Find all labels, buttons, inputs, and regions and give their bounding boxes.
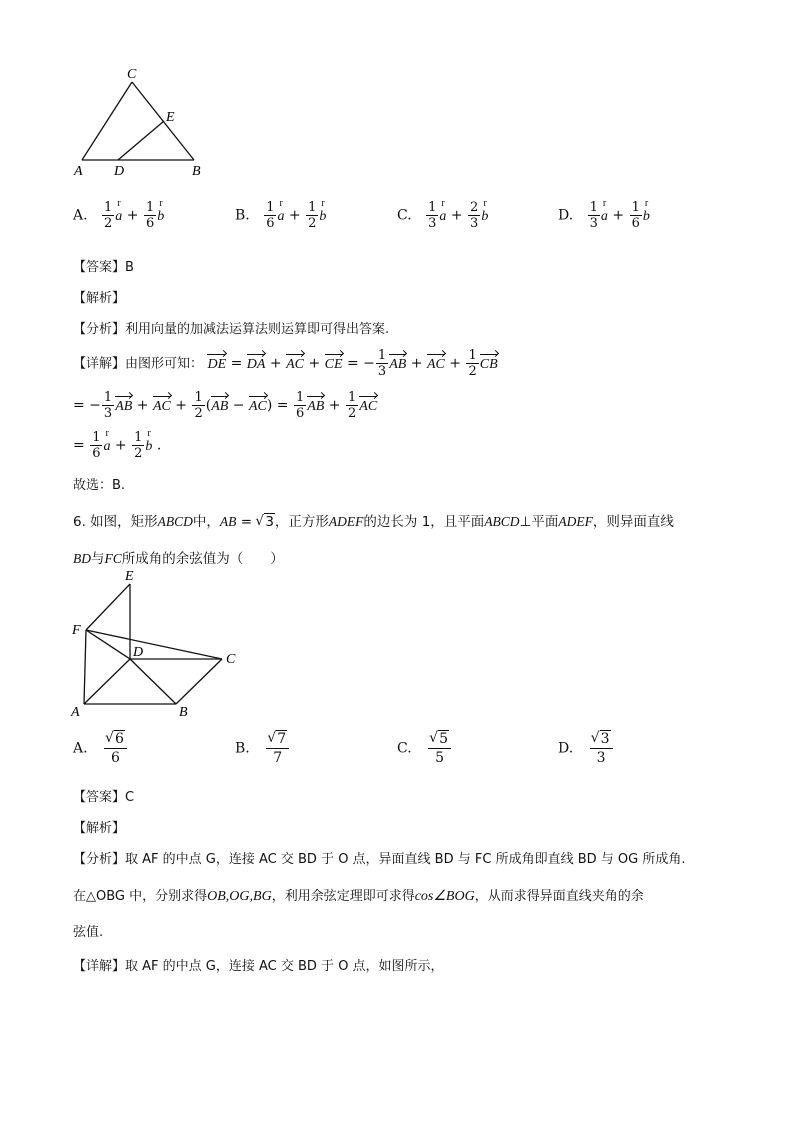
q5-xiangjie-line1: 【详解】由图形可知： DE = DA + AC + CE = − $\frac{1}{3}$ AB + AC + $\frac{1}{2}$ CB [73,348,498,379]
q6-fenxi-line2: 在△OBG 中，分别求得OB,OG,BG，利用余弦定理即可求得cos∠BOG，从而求得异面直线夹角的余 [73,889,644,904]
label-b: B [179,705,188,720]
label-e: E [125,569,134,584]
edge-fe [86,584,130,630]
q5-option-b: B. $\frac{1}{6}$ r a + $\frac{1}{2}$ r b [235,200,326,231]
q5-xiangjie-line3: = $\frac{1}{6}$ r a + $\frac{1}{2}$ r b . [73,430,161,461]
segment-de [118,121,164,160]
solid-figure [66,566,246,726]
q6-answer: 【答案】C [73,790,135,805]
q5-option-c: C. $\frac{1}{3}$ r a + $\frac{2}{3}$ r b [397,200,488,231]
edge-fc [86,630,222,659]
edge-fa [84,630,86,704]
label-e: E [166,110,175,125]
q5-fenxi: 【分析】利用向量的加减法运算法则运算即可得出答案. [73,322,390,337]
triangle-figure [70,64,220,184]
q6-stem-line2: BD与FC所成角的余弦值为（ ） [73,551,284,567]
q6-option-d: D. √ $\frac{3}{3}$ [558,730,614,767]
q6-analysis-tag: 【解析】 [73,821,126,836]
edge-bc [176,659,222,704]
label-d: D [133,645,144,660]
label-d: D [114,164,125,179]
q6-option-b: B. √ $\frac{7}{7}$ [235,730,290,767]
label-f: F [72,623,81,638]
label-c: C [127,67,137,82]
q5-conclusion: 故选：B. [73,478,126,493]
q6-stem-line1: 6. 如图，矩形ABCD中，AB = √ 3，正方形ADEF的边长为 1，且平面ABCD⊥平面ADEF，则异面直线 [73,510,674,530]
edge-ad [84,659,130,704]
q6-option-c: C. √ $\frac{5}{5}$ [397,730,452,767]
label-a: A [74,164,83,179]
q5-answer: 【答案】B [73,260,134,275]
label-c: C [226,652,236,667]
q6-xiangjie: 【详解】取 AF 的中点 G，连接 AC 交 BD 于 O 点，如图所示， [73,959,444,974]
edge-db [130,659,176,704]
q5-option-d: D. $\frac{1}{3}$ r a + $\frac{1}{6}$ r b [558,200,650,231]
label-a: A [71,705,80,720]
q6-fenxi-line1: 【分析】取 AF 的中点 G，连接 AC 交 BD 于 O 点，异面直线 BD 与 FC 所成角即直线 BD 与 OG 所成角. [73,852,686,867]
label-b: B [192,164,201,179]
edge-ac [82,82,132,160]
q6-option-a: A. √ $\frac{6}{6}$ [73,730,128,767]
q5-option-a: A. $\frac{1}{2}$ r a + $\frac{1}{6}$ r b [73,200,164,231]
q5-xiangjie-line2: = − $\frac{1}{3}$ AB + AC + $\frac{1}{2}$ (AB − AC) = $\frac{1}{6}$ AB + $\frac{1}{2}$ AC [73,390,378,421]
q5-analysis-tag: 【解析】 [73,291,126,306]
q6-fenxi-line3: 弦值. [73,925,104,940]
